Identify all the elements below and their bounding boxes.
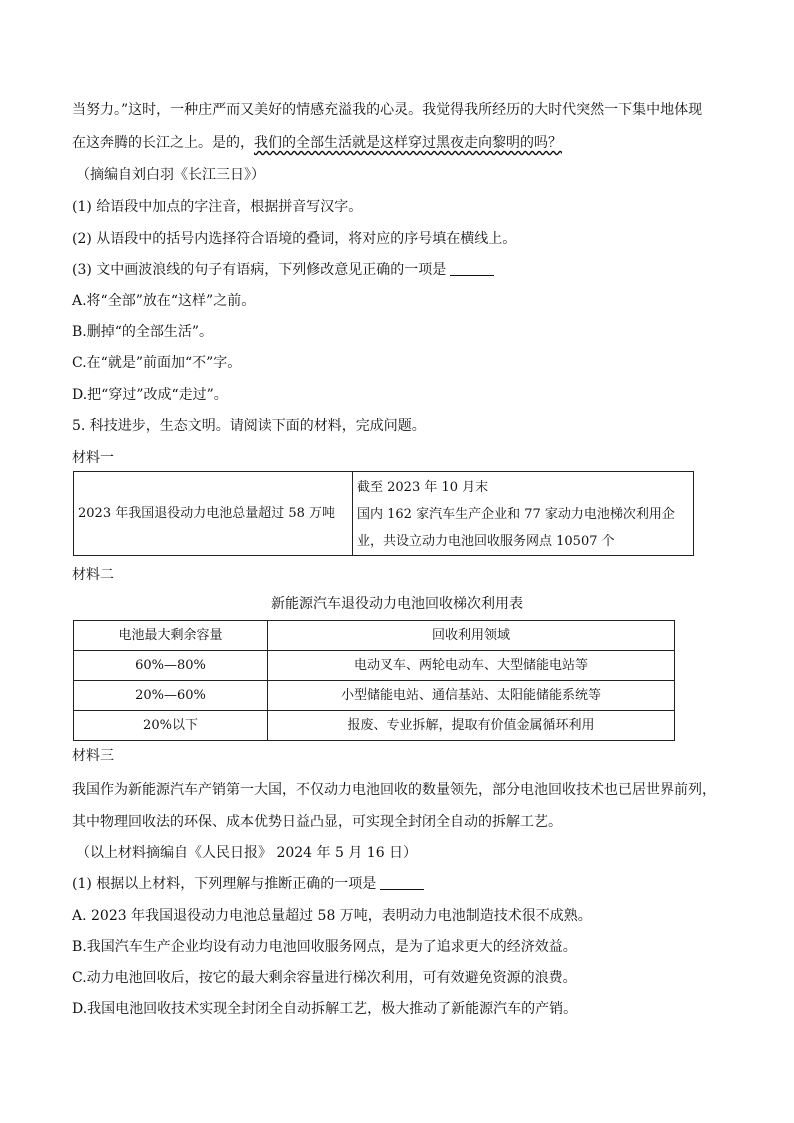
passage-line-2	[72, 133, 562, 153]
passage-source: （摘编自刘白羽《长江三日》）	[76, 167, 265, 183]
question-5-intro: 5. 科技进步，生态文明。请阅读下面的材料，完成问题。	[72, 418, 426, 434]
material-2-table	[73, 620, 675, 741]
question-4-3-text: (3) 文中画波浪线的句子有语病，下列修改意见正确的一项是	[72, 262, 447, 278]
table-header-cell: 回收利用领域	[268, 621, 675, 651]
material-3-line-1: 我国作为新能源汽车产销第一大国，不仅动力电池回收的数量领先，部分电池回收技术也已居世界前列，	[72, 782, 716, 798]
table-row	[74, 651, 675, 681]
material-1-right-line-2: 国内 162 家汽车生产企业和 77 家动力电池梯次利用企	[357, 507, 675, 522]
table-row	[74, 711, 675, 741]
table-cell: 60%—80%	[74, 651, 268, 681]
option-c: C.在“就是”前面加“不”字。	[72, 355, 242, 371]
material-1-right-line-3: 业，共设立动力电池回收服务网点 10507 个	[357, 534, 615, 549]
material-1-right-line-1: 截至 2023 年 10 月末	[357, 480, 489, 495]
wavy-underlined-sentence: 我们的全部生活就是这样穿过黑夜走向黎明的吗？	[254, 135, 562, 151]
table-cell: 20%以下	[74, 711, 268, 741]
answer-blank[interactable]	[450, 261, 494, 276]
passage-line-1: 当努力。”这时，一种庄严而又美好的情感充溢我的心灵。我觉得我所经历的大时代突然一下集中地体现	[72, 102, 703, 118]
option-c: C.动力电池回收后，按它的最大剩余容量进行梯次利用，可有效避免资源的浪费。	[72, 970, 577, 986]
option-b: B.我国汽车生产企业均设有动力电池回收服务网点，是为了追求更大的经济效益。	[72, 939, 577, 955]
material-2-caption: 新能源汽车退役动力电池回收梯次利用表	[271, 596, 523, 612]
option-a: A. 2023 年我国退役动力电池总量超过 58 万吨，表明动力电池制造技术很不成熟。	[72, 908, 592, 924]
question-4-3	[72, 260, 494, 280]
material-1-table	[73, 471, 694, 556]
table-cell: 报废、专业拆解，提取有价值金属循环利用	[268, 711, 675, 741]
table-cell: 小型储能电站、通信基站、太阳能储能系统等	[268, 681, 675, 711]
table-cell: 20%—60%	[74, 681, 268, 711]
question-5-1-text: (1) 根据以上材料，下列理解与推断正确的一项是	[72, 876, 377, 892]
material-1-label: 材料一	[72, 450, 114, 466]
material-3-line-2: 其中物理回收法的环保、成本优势日益凸显，可实现全封闭全自动的拆解工艺。	[72, 814, 562, 830]
option-d: D.我国电池回收技术实现全封闭全自动拆解工艺，极大推动了新能源汽车的产销。	[72, 1001, 578, 1017]
option-b: B.删掉“的全部生活”。	[72, 324, 214, 340]
table-cell: 电动叉车、两轮电动车、大型储能电站等	[268, 651, 675, 681]
option-d: D.把“穿过”改成“走过”。	[72, 387, 228, 403]
question-5-1	[72, 874, 424, 894]
question-4-1: (1) 给语段中加点的字注音，根据拼音写汉字。	[72, 199, 363, 215]
option-a: A.将“全部”放在“这样”之前。	[72, 293, 256, 309]
table-header-cell: 电池最大剩余容量	[74, 621, 268, 651]
table-header-row	[74, 621, 675, 651]
question-4-2: (2) 从语段中的括号内选择符合语境的叠词，将对应的序号填在横线上。	[72, 231, 517, 247]
answer-blank[interactable]	[380, 875, 424, 890]
table-row	[74, 681, 675, 711]
materials-source: （以上材料摘编自《人民日报》 2024 年 5 月 16 日）	[76, 845, 418, 861]
passage-line-2-plain: 在这奔腾的长江之上。是的，	[72, 135, 254, 151]
material-1-left-cell: 2023 年我国退役动力电池总量超过 58 万吨	[74, 472, 353, 556]
material-1-right-cell	[353, 472, 694, 556]
material-2-label: 材料二	[72, 567, 114, 583]
material-3-label: 材料三	[72, 748, 114, 764]
